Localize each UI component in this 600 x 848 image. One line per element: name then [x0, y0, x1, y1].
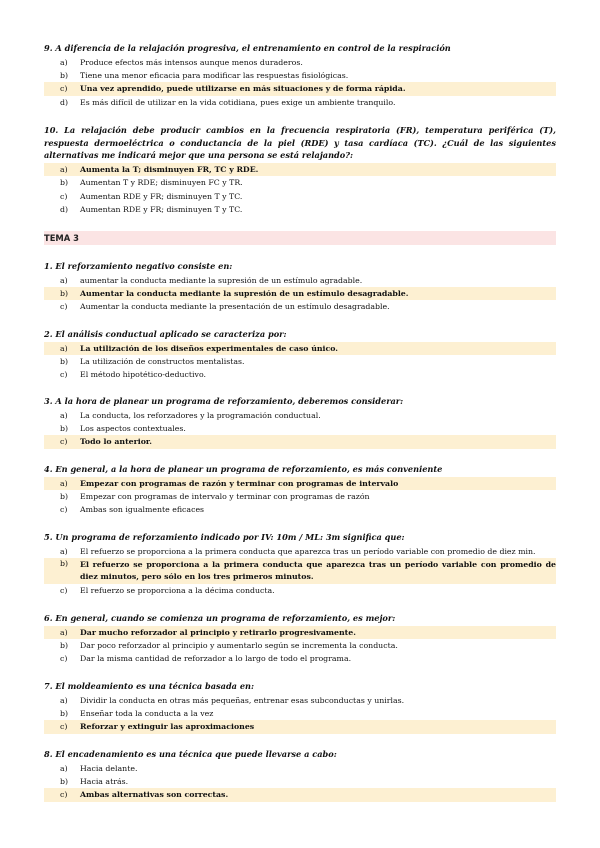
option-letter: d)	[60, 97, 69, 107]
option-letter: a)	[60, 627, 68, 637]
option-b	[44, 707, 556, 720]
option-a	[44, 545, 556, 558]
option-a	[44, 274, 556, 287]
option-b	[44, 490, 556, 503]
option-letter: c)	[60, 437, 68, 447]
option-letter: b)	[60, 709, 69, 718]
option-letter: c)	[60, 191, 68, 201]
question-title: 8. El encadenamiento es una técnica que puede llevarse a cabo:	[44, 749, 337, 759]
option-b-correct	[44, 287, 556, 300]
option-letter: a)	[60, 164, 68, 174]
option-text: Una vez aprendido, puede utilizarse en más situaciones y de forma rápida.	[80, 84, 406, 94]
option-a-correct	[44, 477, 556, 490]
option-text: Tiene una menor eficacia para modificar las respuestas fisiológicas.	[80, 71, 349, 80]
option-c-correct	[44, 720, 556, 733]
option-b	[44, 176, 556, 189]
question-title: 2. El análisis conductual aplicado se caracteriza por:	[44, 329, 287, 339]
option-c	[44, 190, 556, 203]
option-letter: b)	[60, 424, 69, 433]
option-list	[44, 342, 556, 382]
option-c-correct	[44, 435, 556, 448]
option-d	[44, 96, 556, 109]
option-a	[44, 409, 556, 422]
option-a-correct	[44, 626, 556, 639]
option-letter: b)	[60, 178, 69, 188]
option-text: Aumentan RDE y FR; disminuyen T y TC.	[80, 191, 243, 201]
option-text: Aumenta la T; disminuyen FR, TC y RDE.	[80, 164, 259, 174]
question-10	[44, 124, 556, 216]
option-c	[44, 300, 556, 313]
question-title: 9. A diferencia de la relajación progresiva, el entrenamiento en control de la respiración	[44, 43, 451, 53]
question-3	[44, 395, 556, 449]
option-letter: b)	[60, 492, 69, 501]
option-b	[44, 355, 556, 368]
option-letter: b)	[60, 357, 69, 366]
option-text: Dividir la conducta en otras más pequeñas, entrenar esas subconductas y unirlas.	[80, 695, 405, 705]
option-c	[44, 368, 556, 381]
option-text: Ambas son igualmente eficaces	[80, 505, 205, 515]
option-letter: c)	[60, 586, 68, 596]
option-text: El refuerzo se proporciona a la primera conducta que aparezca tras un período variable con promedio de diez min.	[80, 546, 536, 556]
option-text: Aumentar la conducta mediante la presentación de un estímulo desagradable.	[80, 302, 390, 312]
question-title: 3. A la hora de planear un programa de reforzamiento, deberemos considerar:	[44, 396, 404, 406]
option-letter: b)	[60, 641, 69, 650]
question-title: 7. El moldeamiento es una técnica basada en:	[44, 681, 255, 691]
question-9	[44, 42, 556, 109]
option-text: Dar la misma cantidad de reforzador a lo largo de todo el programa.	[80, 654, 352, 664]
section-heading: TEMA 3	[44, 231, 556, 245]
option-a	[44, 56, 556, 69]
option-text: Aumentan RDE y FR; disminuyen T y TC.	[80, 205, 243, 214]
option-text: Todo lo anterior.	[80, 437, 153, 447]
option-text: La conducta, los reforzadores y la programación conductual.	[80, 410, 321, 420]
question-title: 1. El reforzamiento negativo consiste en:	[44, 261, 233, 271]
option-text: El refuerzo se proporciona a la primera conducta que aparezca tras un período variable con promedio de diez minutos, pero sólo en los tres primeros minutos.	[80, 560, 556, 582]
option-a	[44, 762, 556, 775]
option-letter: d)	[60, 205, 69, 214]
question-title: 4. En general, a la hora de planear un programa de reforzamiento, es más conveniente	[44, 464, 443, 474]
question-5	[44, 531, 556, 598]
option-letter: c)	[60, 302, 68, 312]
option-letter: a)	[60, 478, 68, 488]
question-8	[44, 748, 556, 802]
option-letter: c)	[60, 505, 68, 515]
option-letter: a)	[60, 546, 68, 556]
option-list	[44, 56, 556, 110]
option-text: Ambas alternativas son correctas.	[80, 790, 229, 800]
option-letter: c)	[60, 722, 68, 732]
question-2	[44, 328, 556, 382]
option-c	[44, 652, 556, 665]
option-list	[44, 762, 556, 802]
question-7	[44, 680, 556, 734]
option-list	[44, 409, 556, 449]
option-b	[44, 422, 556, 435]
option-b-correct	[44, 558, 556, 584]
option-letter: c)	[60, 654, 68, 664]
option-b	[44, 69, 556, 82]
option-c	[44, 503, 556, 516]
option-letter: a)	[60, 695, 68, 705]
option-letter: b)	[60, 289, 69, 298]
question-title: 6. En general, cuando se comienza un programa de reforzamiento, es mejor:	[44, 613, 396, 623]
option-letter: c)	[60, 370, 68, 380]
option-list	[44, 477, 556, 517]
option-letter: b)	[60, 559, 69, 568]
option-letter: a)	[60, 57, 68, 67]
option-text: Produce efectos más intensos aunque menos duraderos.	[80, 57, 303, 67]
option-b	[44, 775, 556, 788]
option-text: Reforzar y extinguir las aproximaciones	[80, 722, 255, 732]
option-letter: c)	[60, 84, 68, 94]
option-list	[44, 694, 556, 734]
option-c-correct	[44, 82, 556, 95]
option-c-correct	[44, 788, 556, 801]
option-list	[44, 274, 556, 314]
option-list	[44, 626, 556, 666]
question-title: 10. La relajación debe producir cambios en la frecuencia respiratoria (FR), temperatura periférica (T), respuesta dermoeléctrica o conductancia de la piel (RDE) y tasa cardíaca (TC). ¿Cuál de las siguientes alternativas me indicará mejor que una persona se está relajando?:	[44, 125, 556, 161]
option-text: La utilización de los diseños experimentales de caso único.	[80, 343, 339, 353]
option-text: Empezar con programas de razón y terminar con programas de intervalo	[80, 478, 399, 488]
option-letter: a)	[60, 763, 68, 773]
option-text: El método hipotético-deductivo.	[80, 370, 206, 380]
option-list	[44, 163, 556, 217]
option-b	[44, 639, 556, 652]
option-text: Dar mucho reforzador al principio y retirarlo progresivamente.	[80, 627, 356, 637]
option-text: La utilización de constructos mentalistas.	[80, 357, 245, 366]
option-letter: a)	[60, 343, 68, 353]
option-text: Dar poco reforzador al principio y aumentarlo según se incrementa la conducta.	[80, 641, 398, 650]
question-4	[44, 463, 556, 517]
option-text: Enseñar toda la conducta a la vez	[80, 709, 214, 718]
option-letter: c)	[60, 790, 68, 800]
option-letter: b)	[60, 71, 69, 80]
option-letter: a)	[60, 410, 68, 420]
question-title: 5. Un programa de reforzamiento indicado por IV: 10m / ML: 3m significa que:	[44, 532, 405, 542]
option-text: aumentar la conducta mediante la supresión de un estímulo agradable.	[80, 275, 363, 285]
option-letter: b)	[60, 777, 69, 786]
option-text: Hacia atrás.	[80, 777, 129, 786]
option-text: El refuerzo se proporciona a la décima conducta.	[80, 586, 275, 596]
option-c	[44, 584, 556, 597]
option-text: Aumentar la conducta mediante la supresión de un estímulo desagradable.	[80, 289, 409, 298]
option-a-correct	[44, 163, 556, 176]
option-a	[44, 694, 556, 707]
question-6	[44, 612, 556, 666]
option-text: Es más difícil de utilizar en la vida cotidiana, pues exige un ambiente tranquilo.	[80, 97, 396, 107]
option-text: Empezar con programas de intervalo y terminar con programas de razón	[80, 492, 370, 501]
option-letter: a)	[60, 275, 68, 285]
option-d	[44, 203, 556, 216]
option-text: Los aspectos contextuales.	[80, 424, 186, 433]
question-1	[44, 260, 556, 314]
option-a-correct	[44, 342, 556, 355]
option-text: Hacia delante.	[80, 763, 138, 773]
option-text: Aumentan T y RDE; disminuyen FC y TR.	[80, 178, 243, 188]
option-list	[44, 545, 556, 598]
